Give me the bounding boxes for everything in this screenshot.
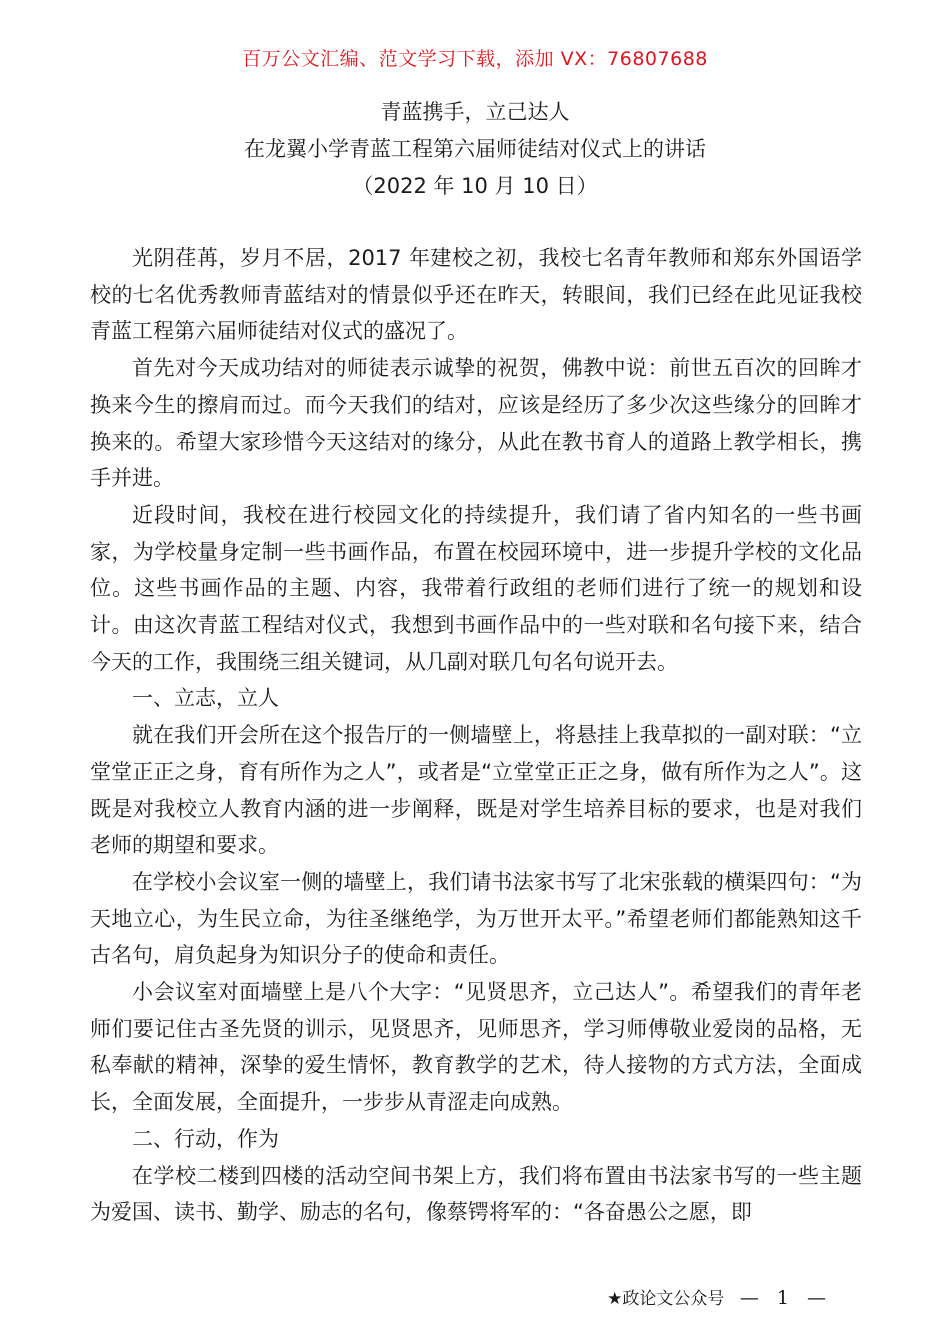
document-title xyxy=(0,94,950,205)
speech-body xyxy=(90,240,862,1231)
footer-label: ★政论文公众号 xyxy=(607,1289,725,1309)
paragraph-6: 小会议室对面墙壁上是八个大字：“见贤思齐，立己达人”。希望我们的青年老师们要记住古圣先贤的训示，见贤思齐，见师思齐，学习师傅敬业爱岗的品格，无私奉献的精神，深挚的爱生情怀，教育教学的艺术，待人接物的方式方法，全面成长，全面发展，全面提升，一步步从青涩走向成熟。 xyxy=(90,980,862,1115)
page-number: — 1 — xyxy=(739,1287,832,1309)
paragraph-5: 在学校小会议室一侧的墙壁上，我们请书法家书写了北宋张载的横渠四句：“为天地立心，为生民立命，为往圣继绝学，为万世开太平。”希望老师们都能熟知这千古名句，肩负起身为知识分子的使命和责任。 xyxy=(90,869,862,968)
banner-text: 百万公文汇编、范文学习下载，添加 VX：76807688 xyxy=(242,48,708,70)
paragraph-3: 近段时间，我校在进行校园文化的持续提升，我们请了省内知名的一些书画家，为学校量身定制一些书画作品，布置在校园环境中，进一步提升学校的文化品位。这些书画作品的主题、内容，我带着行政组的老师们进行了统一的规划和设计。由这次青蓝工程结对仪式，我想到书画作品中的一些对联和名句接下来，结合今天的工作，我围绕三组关键词，从几副对联几句名句说开去。 xyxy=(90,502,862,674)
page-footer xyxy=(607,1284,832,1309)
paragraph-1: 光阴荏苒，岁月不居，2017 年建校之初，我校七名青年教师和郑东外国语学校的七名优秀教师青蓝结对的情景似乎还在昨天，转眼间，我们已经在此见证我校青蓝工程第六届师徒结对仪式的盛况了。 xyxy=(90,246,862,344)
section-heading-2: 二、行动，作为 xyxy=(132,1126,279,1151)
section-heading-1: 一、立志，立人 xyxy=(132,686,279,711)
title-main: 青蓝携手，立己达人 xyxy=(380,100,570,124)
title-subtitle: 在龙翼小学青蓝工程第六届师徒结对仪式上的讲话 xyxy=(244,137,706,161)
title-date: （2022 年 10 月 10 日） xyxy=(352,174,598,198)
paragraph-4: 就在我们开会所在这个报告厅的一侧墙壁上，将悬挂上我草拟的一副对联：“立堂堂正正之身，育有所作为之人”，或者是“立堂堂正正之身，做有所作为之人”。这既是对我校立人教育内涵的进一步阐释，既是对学生培养目标的要求，也是对我们老师的期望和要求。 xyxy=(90,723,862,858)
paragraph-7: 在学校二楼到四楼的活动空间书架上方，我们将布置由书法家书写的一些主题为爱国、读书、勤学、励志的名句，像蔡锷将军的：“各奋愚公之愿，即 xyxy=(90,1163,862,1225)
paragraph-2: 首先对今天成功结对的师徒表示诚挚的祝贺，佛教中说：前世五百次的回眸才换来今生的擦肩而过。而今天我们的结对，应该是经历了多少次这些缘分的回眸才换来的。希望大家珍惜今天这结对的缘分，从此在教书育人的道路上教学相长，携手并进。 xyxy=(90,356,862,491)
